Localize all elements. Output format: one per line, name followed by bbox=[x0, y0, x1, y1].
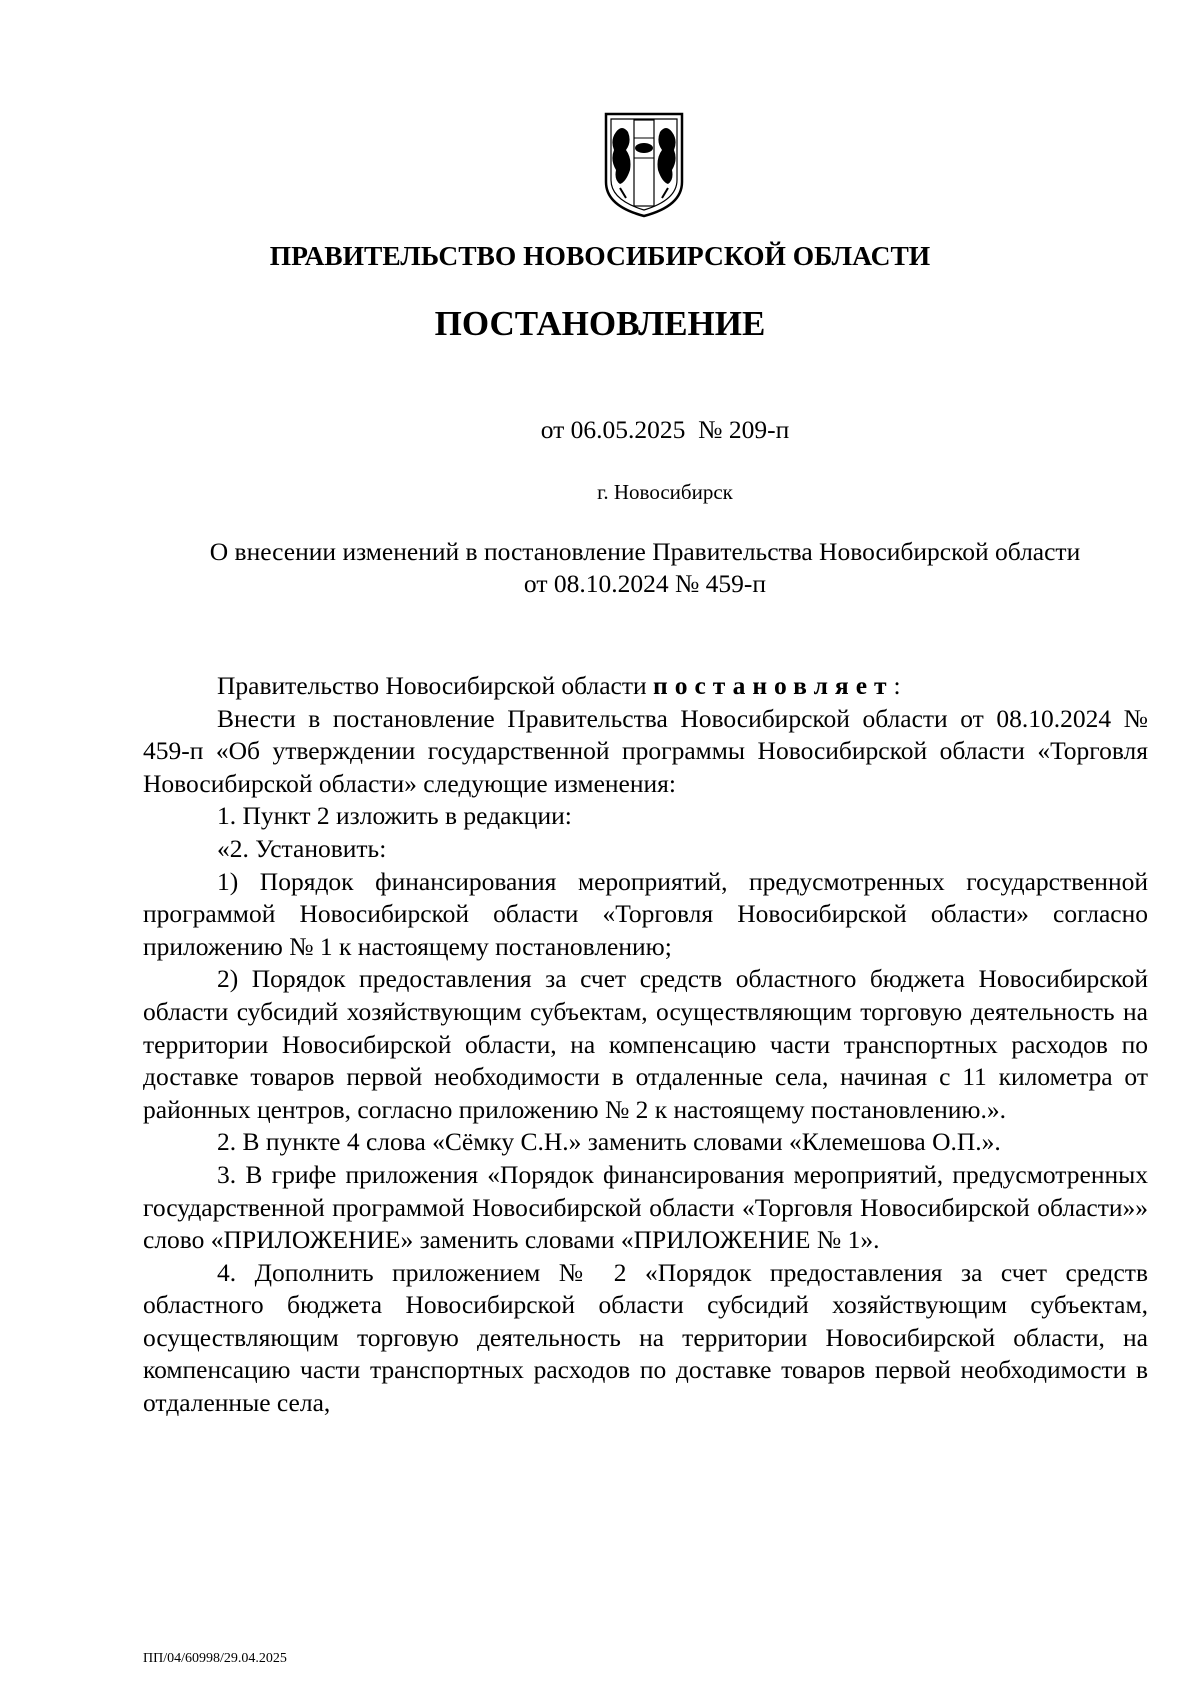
intro-emphasis: постановляет bbox=[653, 671, 894, 700]
intro-text: Правительство Новосибирской области bbox=[217, 671, 653, 700]
organization-name: ПРАВИТЕЛЬСТВО НОВОСИБИРСКОЙ ОБЛАСТИ bbox=[269, 240, 931, 271]
city: г. Новосибирск bbox=[597, 480, 733, 504]
paragraph: 3. В грифе приложения «Порядок финансирования мероприятий, предусмотренных государственной программой Новосибирской области «Торговля Новосибирской области»» слово «ПРИЛОЖЕНИЕ» заменить словами «ПРИЛОЖЕНИЕ № 1». bbox=[143, 1159, 1148, 1255]
paragraph: 1. Пункт 2 изложить в редакции: bbox=[217, 801, 572, 831]
paragraph: 1) Порядок финансирования мероприятий, предусмотренных государственной программой Новосибирской области «Торговля Новосибирской области» согласно приложению № 1 к настоящему постановлению; bbox=[143, 866, 1148, 961]
paragraph: 4. Дополнить приложением № 2 «Порядок предоставления за счет средств областного бюджета Новосибирской области субсидий хозяйствующим субъектам, осуществляющим торговую деятельность на территории Новосибирской области, на компенсацию части транспортных расходов по доставке товаров первой необходимости в отдаленные села, bbox=[143, 1257, 1148, 1418]
title-line-2: от 08.10.2024 № 459-п bbox=[523, 569, 767, 598]
paragraph: 2) Порядок предоставления за счет средств областного бюджета Новосибирской области субсидий хозяйствующим субъектам, осуществляющим торговую деятельность на территории Новосибирской области, на компенсацию части транспортных расходов по доставке товаров первой необходимости в отдаленные села, начиная с 11 километра от районных центров, согласно приложению № 2 к настоящему постановлению.». bbox=[143, 964, 1148, 1124]
paragraph: Внести в постановление Правительства Новосибирской области от 08.10.2024 № 459-п «Об утверждении государственной программы Новосибирской области «Торговля Новосибирской области» следующие изменения: bbox=[143, 703, 1148, 798]
coat-of-arms-icon bbox=[600, 110, 688, 220]
intro-end: : bbox=[893, 671, 901, 700]
paragraph: 2. В пункте 4 слова «Сёмку С.Н.» заменить словами «Клемешова О.П.». bbox=[217, 1127, 1001, 1157]
intro-paragraph bbox=[143, 670, 1148, 703]
document-type: ПОСТАНОВЛЕНИЕ bbox=[434, 304, 766, 343]
date-number: от 06.05.2025 № 209-п bbox=[540, 415, 790, 444]
document-title bbox=[140, 536, 1150, 600]
document-body bbox=[143, 670, 1148, 1420]
paragraph: «2. Установить: bbox=[217, 833, 387, 863]
title-line-1: О внесении изменений в постановление Правительства Новосибирской области bbox=[209, 537, 1081, 566]
document-code: ПП/04/60998/29.04.2025 bbox=[143, 1651, 287, 1666]
